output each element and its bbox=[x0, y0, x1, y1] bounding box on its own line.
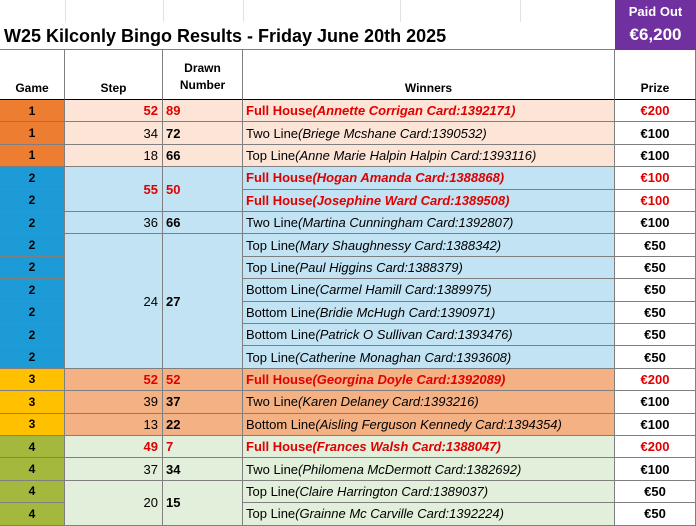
winner-name: (Josephine Ward Card:1389508) bbox=[312, 192, 510, 208]
winner-cell bbox=[243, 503, 615, 525]
winner-cell bbox=[243, 346, 615, 368]
win-type: Bottom Line bbox=[246, 304, 316, 320]
game-number-cell: 2 bbox=[0, 234, 65, 256]
step-cell: 13 bbox=[65, 414, 163, 436]
prize-cell: €50 bbox=[615, 324, 696, 346]
win-type: Two Line bbox=[246, 461, 299, 477]
winner-name: (Georgina Doyle Card:1392089) bbox=[312, 371, 506, 387]
prize-cell: €50 bbox=[615, 279, 696, 301]
step-cell: 36 bbox=[65, 212, 163, 234]
step-cell: 52 bbox=[65, 369, 163, 391]
winner-cell bbox=[243, 324, 615, 346]
drawn-number-cell: 15 bbox=[163, 481, 243, 526]
prize-cell: €200 bbox=[615, 100, 696, 122]
winner-name: (Carmel Hamill Card:1389975) bbox=[315, 282, 492, 298]
winner-cell bbox=[243, 100, 615, 122]
step-cell: 49 bbox=[65, 436, 163, 458]
winner-name: (Aisling Ferguson Kennedy Card:1394354) bbox=[315, 416, 562, 432]
game-number-cell: 2 bbox=[0, 302, 65, 324]
winner-cell bbox=[243, 279, 615, 301]
gridline bbox=[520, 0, 521, 22]
gridline bbox=[65, 0, 66, 22]
game-number-cell: 2 bbox=[0, 212, 65, 234]
drawn-number-cell: 7 bbox=[163, 436, 243, 458]
prize-cell: €100 bbox=[615, 458, 696, 480]
drawn-number-cell: 66 bbox=[163, 145, 243, 167]
game-number-cell: 4 bbox=[0, 436, 65, 458]
winner-cell bbox=[243, 391, 615, 413]
winner-name: (Paul Higgins Card:1388379) bbox=[295, 259, 463, 275]
game-number-cell: 1 bbox=[0, 100, 65, 122]
column-header-step: Step bbox=[65, 50, 163, 100]
winner-name: (Briege Mcshane Card:1390532) bbox=[298, 125, 487, 141]
win-type: Bottom Line bbox=[246, 416, 316, 432]
win-type: Bottom Line bbox=[246, 327, 316, 343]
winner-cell bbox=[243, 122, 615, 144]
paid-out-amount: €6,200 bbox=[629, 25, 682, 44]
winner-cell bbox=[243, 481, 615, 503]
game-number-cell: 1 bbox=[0, 122, 65, 144]
game-number-cell: 2 bbox=[0, 167, 65, 189]
winner-cell bbox=[243, 212, 615, 234]
drawn-number-cell: 34 bbox=[163, 458, 243, 480]
game-number-cell: 4 bbox=[0, 503, 65, 525]
game-number-cell: 4 bbox=[0, 481, 65, 503]
win-type: Full House bbox=[246, 103, 313, 119]
prize-cell: €50 bbox=[615, 257, 696, 279]
win-type: Two Line bbox=[246, 125, 299, 141]
winner-cell bbox=[243, 167, 615, 189]
step-cell: 55 bbox=[65, 167, 163, 212]
step-cell: 24 bbox=[65, 234, 163, 368]
prize-cell: €50 bbox=[615, 302, 696, 324]
step-cell: 20 bbox=[65, 481, 163, 526]
win-type: Full House bbox=[246, 439, 313, 455]
winner-name: (Patrick O Sullivan Card:1393476) bbox=[315, 327, 513, 343]
gridline bbox=[163, 0, 164, 22]
prize-cell: €100 bbox=[615, 122, 696, 144]
win-type: Two Line bbox=[246, 215, 299, 231]
game-number-cell: 2 bbox=[0, 346, 65, 368]
win-type: Two Line bbox=[246, 394, 299, 410]
drawn-number-cell: 50 bbox=[163, 167, 243, 212]
prize-cell: €50 bbox=[615, 234, 696, 256]
prize-cell: €100 bbox=[615, 212, 696, 234]
prize-cell: €50 bbox=[615, 503, 696, 525]
winner-name: (Martina Cunningham Card:1392807) bbox=[298, 215, 514, 231]
winner-name: (Philomena McDermott Card:1382692) bbox=[298, 461, 522, 477]
winner-name: (Frances Walsh Card:1388047) bbox=[312, 439, 501, 455]
winner-name: (Karen Delaney Card:1393216) bbox=[298, 394, 479, 410]
win-type: Top Line bbox=[246, 237, 296, 253]
paid-out-label: Paid Out bbox=[628, 4, 683, 19]
step-cell: 39 bbox=[65, 391, 163, 413]
winner-cell bbox=[243, 234, 615, 256]
winner-cell bbox=[243, 257, 615, 279]
drawn-number-cell: 52 bbox=[163, 369, 243, 391]
win-type: Top Line bbox=[246, 349, 296, 365]
game-number-cell: 3 bbox=[0, 414, 65, 436]
gridline bbox=[243, 0, 244, 22]
prize-cell: €200 bbox=[615, 436, 696, 458]
prize-cell: €100 bbox=[615, 167, 696, 189]
drawn-number-cell: 72 bbox=[163, 122, 243, 144]
column-header-prize: Prize bbox=[615, 50, 696, 100]
game-number-cell: 2 bbox=[0, 279, 65, 301]
prize-cell: €100 bbox=[615, 391, 696, 413]
winner-cell bbox=[243, 414, 615, 436]
column-header-drawn: Drawn Number bbox=[163, 50, 243, 100]
prize-cell: €50 bbox=[615, 481, 696, 503]
step-cell: 34 bbox=[65, 122, 163, 144]
winner-cell bbox=[243, 458, 615, 480]
column-header-winners: Winners bbox=[243, 50, 615, 100]
prize-cell: €100 bbox=[615, 145, 696, 167]
win-type: Full House bbox=[246, 371, 313, 387]
game-number-cell: 3 bbox=[0, 391, 65, 413]
prize-cell: €50 bbox=[615, 346, 696, 368]
drawn-number-cell: 27 bbox=[163, 234, 243, 368]
drawn-number-cell: 66 bbox=[163, 212, 243, 234]
game-number-cell: 2 bbox=[0, 190, 65, 212]
drawn-number-cell: 37 bbox=[163, 391, 243, 413]
win-type: Full House bbox=[246, 170, 313, 186]
win-type: Top Line bbox=[246, 483, 296, 499]
winner-name: (Bridie McHugh Card:1390971) bbox=[315, 304, 496, 320]
winner-cell bbox=[243, 436, 615, 458]
step-cell: 52 bbox=[65, 100, 163, 122]
drawn-number-cell: 22 bbox=[163, 414, 243, 436]
game-number-cell: 4 bbox=[0, 458, 65, 480]
winner-name: (Claire Harrington Card:1389037) bbox=[295, 483, 489, 499]
drawn-number-cell: 89 bbox=[163, 100, 243, 122]
win-type: Top Line bbox=[246, 506, 296, 522]
page-title: W25 Kilconly Bingo Results - Friday June 20th 2025 bbox=[0, 22, 615, 50]
step-cell: 18 bbox=[65, 145, 163, 167]
winner-cell bbox=[243, 369, 615, 391]
gridline bbox=[400, 0, 401, 22]
winner-cell bbox=[243, 190, 615, 212]
win-type: Full House bbox=[246, 192, 313, 208]
winner-name: (Annette Corrigan Card:1392171) bbox=[312, 103, 516, 119]
winner-cell bbox=[243, 302, 615, 324]
game-number-cell: 3 bbox=[0, 369, 65, 391]
winner-name: (Grainne Mc Carville Card:1392224) bbox=[295, 506, 504, 522]
game-number-cell: 2 bbox=[0, 324, 65, 346]
paid-out-box bbox=[615, 0, 696, 50]
prize-cell: €100 bbox=[615, 414, 696, 436]
winner-cell bbox=[243, 145, 615, 167]
winner-name: (Mary Shaughnessy Card:1388342) bbox=[295, 237, 502, 253]
winner-name: (Catherine Monaghan Card:1393608) bbox=[295, 349, 512, 365]
prize-cell: €200 bbox=[615, 369, 696, 391]
winner-name: (Anne Marie Halpin Halpin Card:1393116) bbox=[295, 147, 537, 163]
game-number-cell: 2 bbox=[0, 257, 65, 279]
step-cell: 37 bbox=[65, 458, 163, 480]
win-type: Bottom Line bbox=[246, 282, 316, 298]
winner-name: (Hogan Amanda Card:1388868) bbox=[312, 170, 505, 186]
column-header-game: Game bbox=[0, 50, 65, 100]
win-type: Top Line bbox=[246, 147, 296, 163]
prize-cell: €100 bbox=[615, 190, 696, 212]
game-number-cell: 1 bbox=[0, 145, 65, 167]
win-type: Top Line bbox=[246, 259, 296, 275]
